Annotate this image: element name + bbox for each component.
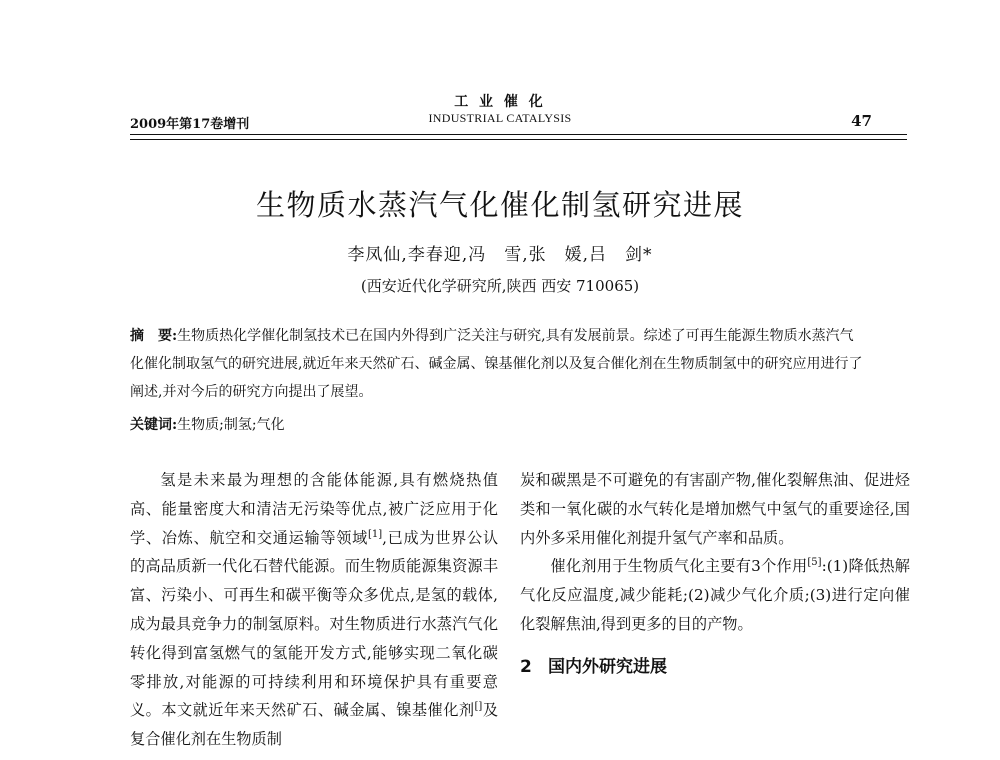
abstract-text: 生物质热化学催化制氢技术已在国内外得到广泛关注与研究,具有发展前景。综述了可再生能源生物质水蒸汽气化催化制取氢气的研究进展,就近年来天然矿石、碱金属、镍基催化剂以及复合催化剂在生物质制氢中的研究应用进行了阐述,并对今后的研究方向提出了展望。 bbox=[130, 328, 863, 400]
body-text: 及复合催化剂在生物质制 bbox=[130, 701, 499, 749]
body-text: :(1)降低热解气化反应温度,减少能耗;(2)减少气化介质;(3)进行定向催化裂解焦油,得到更多的目的产物。 bbox=[520, 557, 910, 633]
article-title: 生物质水蒸汽气化催化制氢研究进展 bbox=[255, 188, 744, 222]
page-number: 47 bbox=[851, 112, 872, 130]
keywords-text: 生物质;制氢;气化 bbox=[177, 417, 285, 433]
article-authors: 李凤仙,李春迎,冯 雪,张 媛,吕 剑* bbox=[347, 245, 653, 265]
body-paragraph bbox=[130, 466, 498, 754]
header-rule-top bbox=[130, 134, 907, 135]
body-text: ,已成为世界公认的高品质新一代化石替代能源。而生物质能源集资源丰富、污染小、可再生和碳平衡等众多优点,是氢的载体,成为最具竞争力的制氢原料。对生物质进行水蒸汽气化转化得到富氢燃气的氢能开发方式,能够实现二氧化碳零排放,对能源的可持续利用和环境保护具有重要意义。本文就近年来天然矿石、碱金属、镍基催化剂 bbox=[130, 528, 499, 720]
body-column-left bbox=[130, 466, 498, 754]
abstract-label: 摘 要: bbox=[130, 328, 178, 344]
section-heading bbox=[520, 653, 910, 682]
article-affiliation: (西安近代化学研究所,陕西 西安 710065) bbox=[360, 277, 640, 295]
body-text: 催化剂用于生物质气化主要有3个作用 bbox=[550, 557, 808, 576]
body-paragraph bbox=[520, 552, 910, 638]
keywords bbox=[130, 414, 865, 434]
citation: [] bbox=[474, 701, 483, 713]
citation: [5] bbox=[807, 557, 822, 569]
section-title: 国内外研究进展 bbox=[548, 656, 667, 677]
body-column-right bbox=[520, 466, 910, 682]
abstract bbox=[130, 322, 865, 406]
journal-header bbox=[350, 93, 650, 126]
section-number: 2 bbox=[520, 656, 532, 677]
journal-name-cn: 工 业 催 化 bbox=[454, 94, 546, 110]
journal-issue: 2009年第17卷增刊 bbox=[130, 117, 250, 132]
body-text: 氢是未来最为理想的含能体能源,具有燃烧热值高、能量密度大和清洁无污染等优点,被广泛应用于化学、冶炼、航空和交通运输等领域 bbox=[130, 471, 498, 547]
body-paragraph: 炭和碳黑是不可避免的有害副产物,催化裂解焦油、促进烃类和一氧化碳的水气转化是增加燃气中氢气的重要途径,国内外多采用催化剂提升氢气产率和品质。 bbox=[520, 471, 910, 547]
keywords-label: 关键词: bbox=[130, 417, 178, 433]
citation: [1] bbox=[367, 528, 383, 540]
header-rule-bottom bbox=[130, 139, 907, 140]
journal-name-en: INDUSTRIAL CATALYSIS bbox=[428, 111, 572, 125]
